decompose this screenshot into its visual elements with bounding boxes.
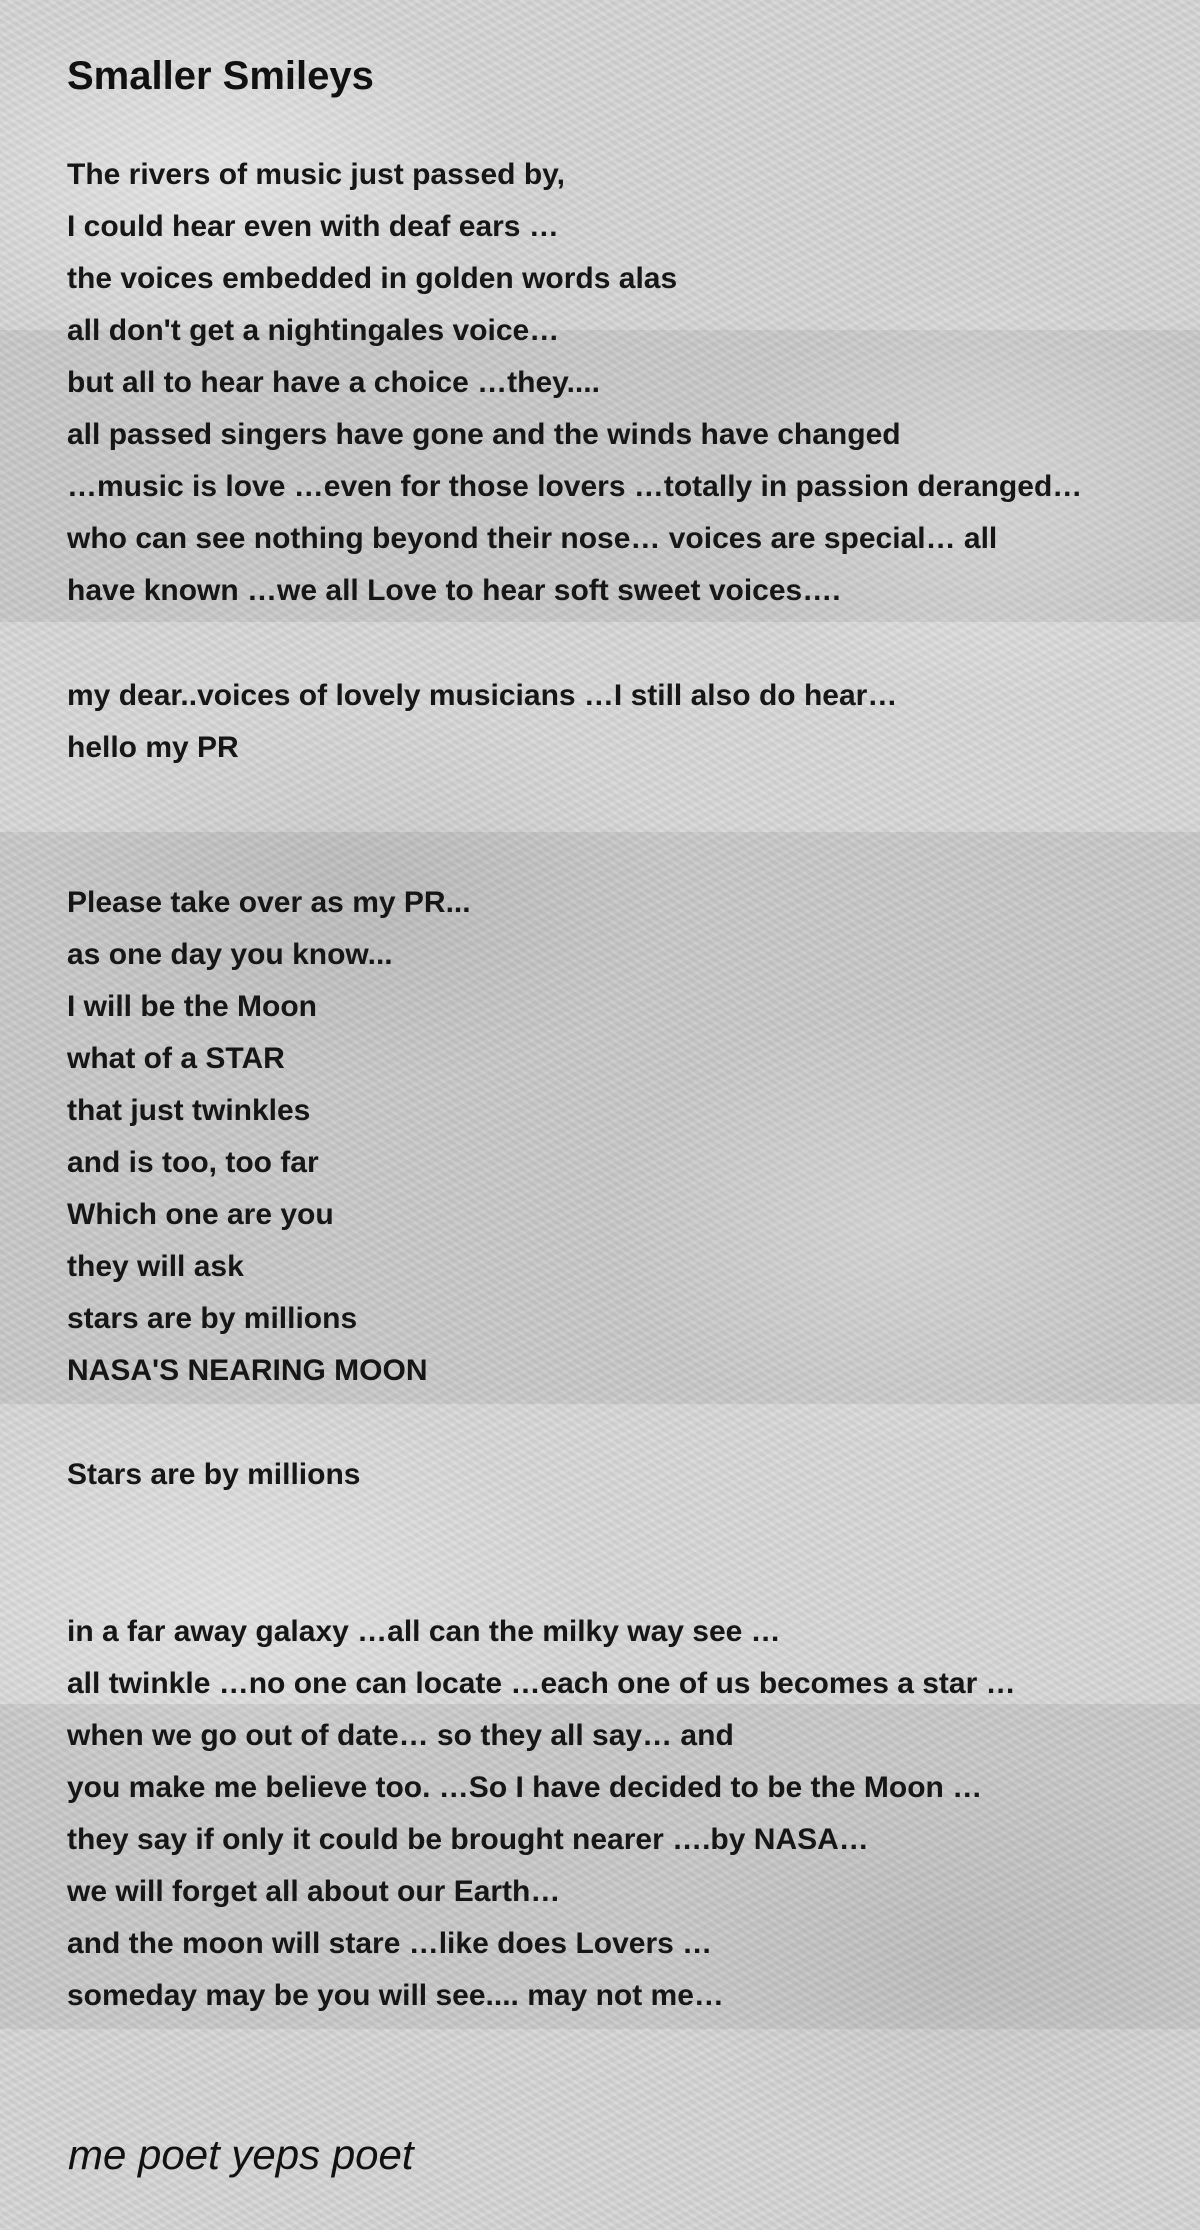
background-band [0, 622, 1200, 832]
poem-line: they will ask [67, 1250, 244, 1283]
poem-line: the voices embedded in golden words alas [67, 262, 678, 295]
poem-line: have known …we all Love to hear soft sweet voices…. [67, 574, 841, 607]
poem-author: me poet yeps poet [68, 2131, 414, 2178]
poem-line: and is too, too far [67, 1146, 319, 1179]
poem-line: all twinkle …no one can locate …each one of us becomes a star … [67, 1667, 1016, 1700]
poem-line: Please take over as my PR... [67, 886, 471, 919]
poem-line: but all to hear have a choice …they.... [67, 366, 600, 399]
background-band [0, 1404, 1200, 1704]
poem-line: hello my PR [67, 731, 239, 764]
poem-line: NASA'S NEARING MOON [67, 1354, 428, 1387]
poem-line: Which one are you [67, 1198, 334, 1231]
poem-line: I could hear even with deaf ears … [67, 210, 559, 243]
poem-line: we will forget all about our Earth… [67, 1875, 561, 1908]
poem-line: and the moon will stare …like does Lovers … [67, 1927, 713, 1960]
poem-title: Smaller Smileys [67, 54, 374, 98]
poem-line: when we go out of date… so they all say… and [67, 1719, 734, 1752]
poem-line: Stars are by millions [67, 1458, 361, 1491]
poem-line: all don't get a nightingales voice… [67, 314, 560, 347]
poem-line: …music is love …even for those lovers …totally in passion deranged… [67, 470, 1083, 503]
poem-line: someday may be you will see.... may not me… [67, 1979, 724, 2012]
poem-line: that just twinkles [67, 1094, 311, 1127]
poem-line: they say if only it could be brought nearer ….by NASA… [67, 1823, 869, 1856]
poem-line: my dear..voices of lovely musicians …I still also do hear… [67, 679, 898, 712]
poem-line: who can see nothing beyond their nose… voices are special… all [67, 522, 998, 555]
poem-line: what of a STAR [67, 1042, 285, 1075]
poem-line: The rivers of music just passed by, [67, 158, 565, 191]
poem-line: in a far away galaxy …all can the milky way see … [67, 1615, 781, 1648]
poem-line: all passed singers have gone and the winds have changed [67, 418, 901, 451]
poem-line: I will be the Moon [67, 990, 317, 1023]
poem-line: you make me believe too. …So I have decided to be the Moon … [67, 1771, 983, 1804]
poem-line: as one day you know... [67, 938, 393, 971]
poem-line: stars are by millions [67, 1302, 358, 1335]
